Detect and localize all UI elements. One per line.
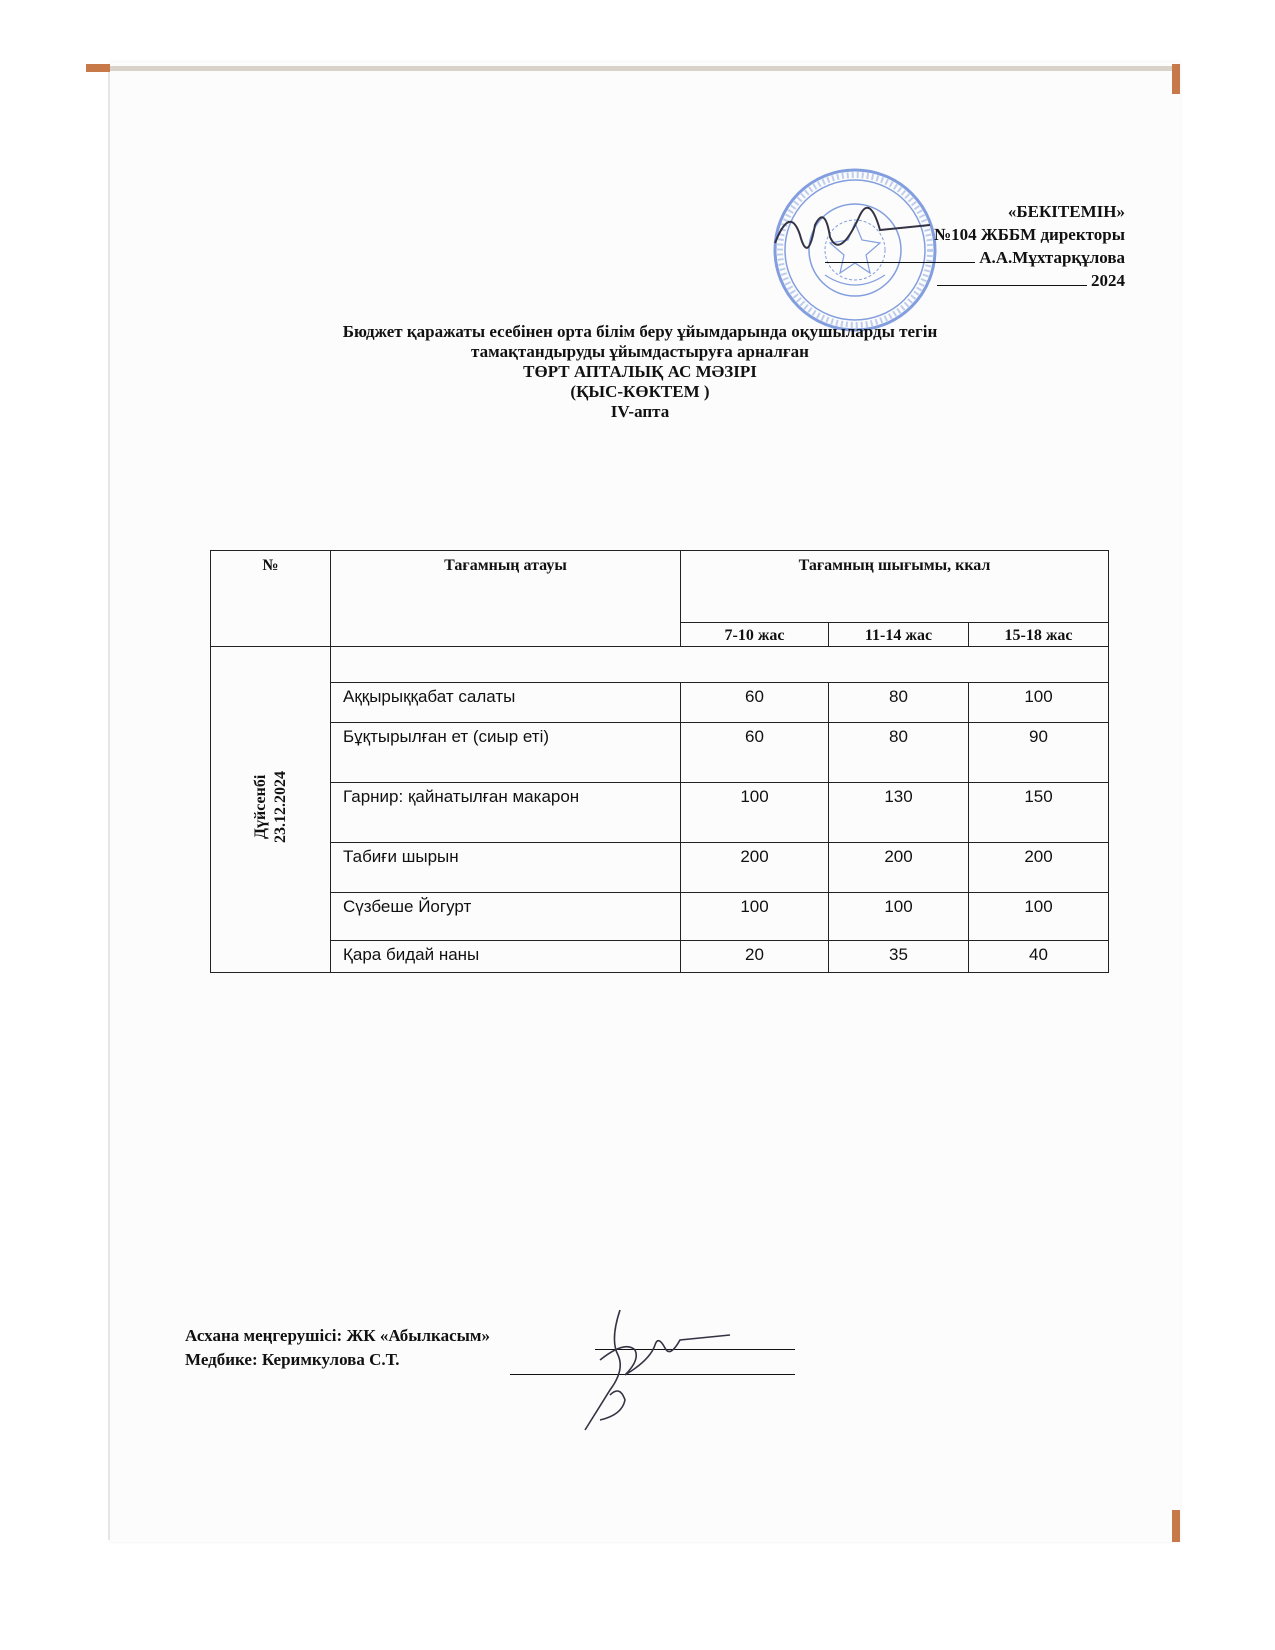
tape-corner-bottom-right xyxy=(1172,1510,1180,1542)
table-empty-row xyxy=(211,647,1109,683)
table-row xyxy=(211,723,1109,783)
handwritten-signature xyxy=(580,1300,740,1440)
page-edge-top xyxy=(86,66,1180,71)
dish-name: Бұқтырылған ет (сиыр еті) xyxy=(331,723,681,783)
document-heading xyxy=(200,322,1080,422)
age-header-2: 11-14 жас xyxy=(829,623,969,647)
table-row xyxy=(211,783,1109,843)
heading-title: ТӨРТ АПТАЛЫҚ АС МӘЗІРІ xyxy=(523,362,757,381)
age-header-3: 15-18 жас xyxy=(969,623,1109,647)
date-line xyxy=(937,271,1087,286)
kcal-7-10: 200 xyxy=(681,843,829,893)
kcal-15-18: 100 xyxy=(969,893,1109,941)
day-name: Дүйсенбі xyxy=(251,774,269,840)
nurse-line: Медбике: Керимкулова С.Т. xyxy=(185,1350,400,1369)
footer-signatures xyxy=(185,1324,490,1372)
table-row xyxy=(211,843,1109,893)
approval-director: №104 ЖББМ директоры xyxy=(934,225,1125,244)
table-row xyxy=(211,941,1109,973)
kcal-15-18: 100 xyxy=(969,683,1109,723)
kcal-11-14: 100 xyxy=(829,893,969,941)
menu-table xyxy=(210,550,1109,973)
kcal-15-18: 200 xyxy=(969,843,1109,893)
dish-name: Гарнир: қайнатылған макарон xyxy=(331,783,681,843)
kcal-11-14: 130 xyxy=(829,783,969,843)
canteen-manager-line: Асхана меңгерушісі: ЖК «Абылкасым» xyxy=(185,1326,490,1345)
kcal-7-10: 20 xyxy=(681,941,829,973)
kcal-11-14: 35 xyxy=(829,941,969,973)
kcal-15-18: 40 xyxy=(969,941,1109,973)
table-row xyxy=(211,683,1109,723)
signature-line xyxy=(825,248,975,263)
kcal-7-10: 100 xyxy=(681,893,829,941)
dish-name: Аққырыққабат салаты xyxy=(331,683,681,723)
approval-title: «БЕКІТЕМІН» xyxy=(1007,202,1125,221)
heading-line-2: тамақтандыруды ұйымдастыруға арналған xyxy=(471,342,809,361)
table-row xyxy=(211,893,1109,941)
dish-name: Сүзбеше Йогурт xyxy=(331,893,681,941)
day-date: 23.12.2024 xyxy=(271,771,289,843)
header-yield: Тағамның шығымы, ккал xyxy=(681,551,1109,623)
kcal-15-18: 90 xyxy=(969,723,1109,783)
kcal-7-10: 100 xyxy=(681,783,829,843)
header-dish-name: Тағамның атауы xyxy=(331,551,681,647)
age-header-1: 7-10 жас xyxy=(681,623,829,647)
dish-name: Табиғи шырын xyxy=(331,843,681,893)
kcal-7-10: 60 xyxy=(681,723,829,783)
empty-cell xyxy=(331,647,1109,683)
heading-season: (ҚЫС-КӨКТЕМ ) xyxy=(570,382,710,401)
dish-name: Қара бидай наны xyxy=(331,941,681,973)
approval-director-name: А.А.Мұхтарқұлова xyxy=(979,248,1125,267)
tape-corner-top-left xyxy=(86,64,110,72)
table-header-row xyxy=(211,551,1109,623)
kcal-11-14: 80 xyxy=(829,683,969,723)
day-cell xyxy=(211,647,331,973)
heading-week: IV-апта xyxy=(610,402,670,421)
tape-corner-top-right xyxy=(1172,64,1180,94)
header-number: № xyxy=(211,551,331,647)
kcal-11-14: 200 xyxy=(829,843,969,893)
heading-line-1: Бюджет қаражаты есебінен орта білім беру ұйымдарында оқушыларды тегін xyxy=(342,322,938,341)
day-label xyxy=(251,771,291,843)
approval-year: 2024 xyxy=(1091,271,1125,290)
kcal-11-14: 80 xyxy=(829,723,969,783)
kcal-15-18: 150 xyxy=(969,783,1109,843)
kcal-7-10: 60 xyxy=(681,683,829,723)
page-edge-left xyxy=(108,70,110,1540)
approval-block xyxy=(825,200,1125,292)
